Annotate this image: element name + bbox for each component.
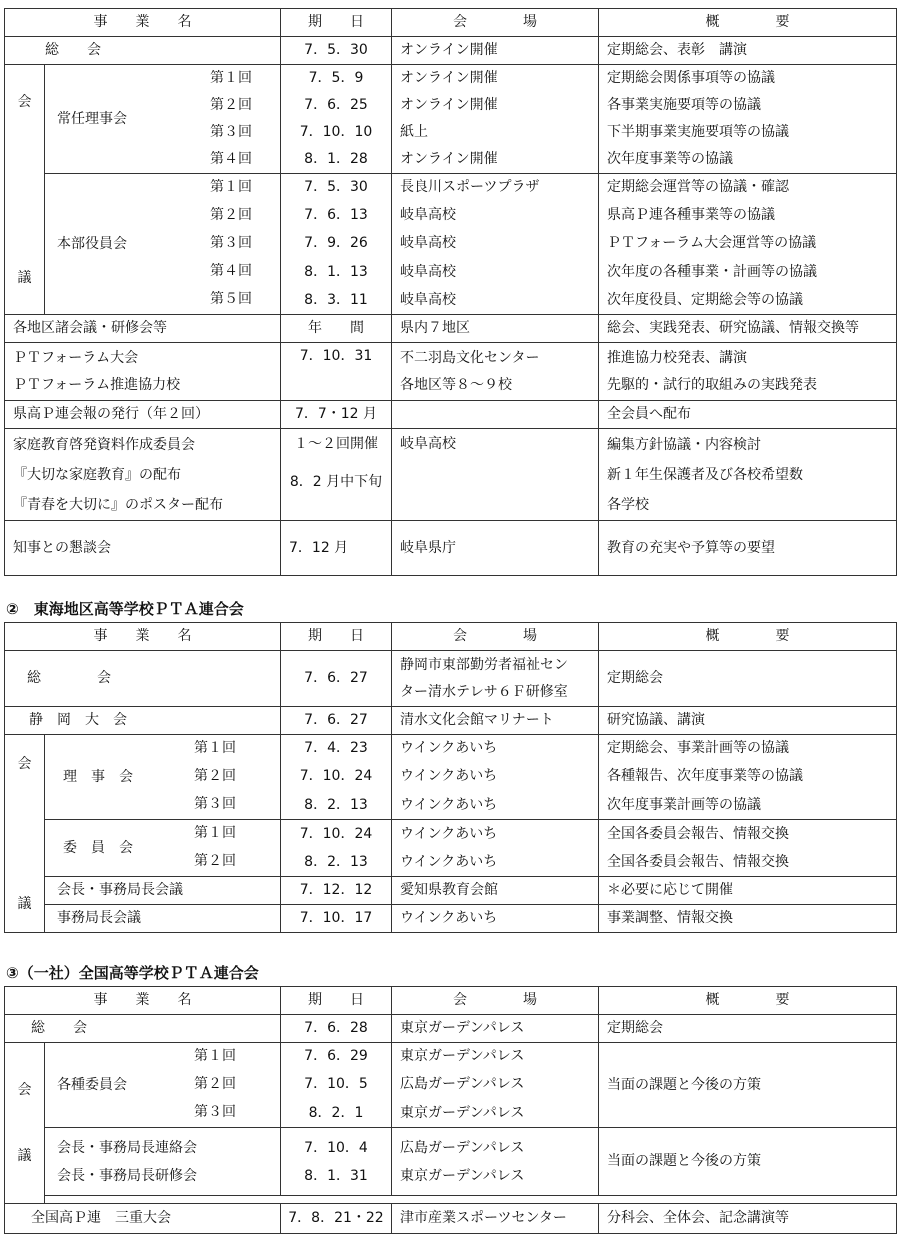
venue-line1: 静岡市東部勤労者福祉セン <box>400 656 568 673</box>
table-row <box>5 315 897 343</box>
round-no: 第１回 <box>194 825 236 841</box>
table-row <box>5 521 897 576</box>
cell-venue <box>392 401 599 429</box>
table-row <box>5 905 897 933</box>
cell-summary: 定期総会 <box>599 1015 897 1043</box>
katei-date1: １～２回開催 <box>294 436 378 452</box>
cell-venue: 岐阜高校 <box>392 286 599 314</box>
cell-name: 事務局長会議 <box>45 905 281 933</box>
cell-venue: 広島ガーデンパレス <box>392 1071 599 1099</box>
group-name: 理 事 会 <box>63 768 133 785</box>
header-summary: 概 要 <box>599 987 897 1015</box>
header-date: 期 日 <box>281 623 392 651</box>
table-row <box>5 651 897 707</box>
cell-summary: 全国各委員会報告、情報交換 <box>599 820 897 849</box>
cell-date: 7．7・12 月 <box>281 401 392 429</box>
cell-venue: ウインクあいち <box>392 735 599 763</box>
kaigi-label: 会 議 <box>5 1043 45 1204</box>
cell-venue: オンライン開催 <box>392 146 599 174</box>
katei-poster-name: 『青春を大切に』のポスター配布 <box>13 496 223 513</box>
header-summary: 概 要 <box>599 623 897 651</box>
cell-name: 県高Ｐ連会報の発行（年２回） <box>5 401 281 429</box>
table-row <box>5 877 897 905</box>
table-tokai <box>4 622 897 933</box>
forum-name: ＰＴフォーラム大会 <box>13 349 139 366</box>
round-no: 第４回 <box>210 151 252 167</box>
group-name: 常任理事会 <box>57 110 127 127</box>
cell-date: 8．2．1 <box>281 1099 392 1127</box>
cell-date: 7．5．30 <box>281 174 392 202</box>
round-no: 第３回 <box>194 1104 236 1120</box>
cell-venue <box>392 343 599 401</box>
cell-date: 8．2．13 <box>281 791 392 819</box>
cell-venue: 県内７地区 <box>392 315 599 343</box>
forum-school-summary: 先駆的・試行的取組みの実践発表 <box>607 376 817 393</box>
cell-name: 知事との懇談会 <box>5 521 281 576</box>
kenshu-date: 8．1．31 <box>304 1167 368 1184</box>
group-iin <box>45 820 281 877</box>
kenshu-name: 会長・事務局長研修会 <box>57 1167 197 1184</box>
cell-name: 静 岡 大 会 <box>5 707 281 735</box>
katei-date2: 8．2 月中下旬 <box>289 474 383 490</box>
group-riji <box>45 735 281 820</box>
cell-venue: 岐阜高校 <box>392 202 599 230</box>
cell-date: 7．8．21・22 <box>281 1204 392 1234</box>
cell-date: 7．12．12 <box>281 877 392 905</box>
cell-date: 8．3．11 <box>281 286 392 314</box>
forum-venue: 不二羽島文化センター <box>400 349 540 366</box>
cell-summary: 各種報告、次年度事業等の協議 <box>599 763 897 791</box>
table-row <box>5 1015 897 1043</box>
cell-date: 7．10．17 <box>281 905 392 933</box>
cell-venue: 愛知県教育会館 <box>392 877 599 905</box>
cell-summary: ＊必要に応じて開催 <box>599 877 897 905</box>
round-no: 第３回 <box>210 235 252 251</box>
table-row <box>5 1128 897 1196</box>
round-no: 第１回 <box>194 740 236 756</box>
round-no: 第４回 <box>210 263 252 279</box>
cell-summary: 次年度事業計画等の協議 <box>599 791 897 819</box>
cell-venue: ウインクあいち <box>392 848 599 877</box>
cell-summary: 定期総会、事業計画等の協議 <box>599 735 897 763</box>
cell-name <box>5 429 281 521</box>
forum-school-name: ＰＴフォーラム推進協力校 <box>13 376 181 393</box>
cell-summary: ＰＴフォーラム大会運営等の協議 <box>599 230 897 258</box>
venue-line2: ター清水テレサ６Ｆ研修室 <box>400 683 568 700</box>
cell-date: 7．10．31 <box>281 343 392 401</box>
cell-name: 総 会 <box>5 37 281 65</box>
cell-venue: 津市産業スポーツセンター <box>392 1204 599 1234</box>
cell-summary: 全国各委員会報告、情報交換 <box>599 848 897 877</box>
table-row <box>5 37 897 65</box>
section-title: ③（一社）全国高等学校ＰＴＡ連合会 <box>6 964 259 982</box>
kenshu-venue: 東京ガーデンパレス <box>400 1167 525 1184</box>
group-name: 委 員 会 <box>63 839 133 856</box>
table-row <box>5 429 897 521</box>
cell-summary: 教育の充実や予算等の要望 <box>599 521 897 576</box>
round-no: 第３回 <box>194 796 236 812</box>
cell-date: 7．6．13 <box>281 202 392 230</box>
katei-summary2: 新１年生保護者及び各校希望数 <box>607 466 803 483</box>
group-name: 各種委員会 <box>57 1076 127 1093</box>
cell-date: 7．6．28 <box>281 1015 392 1043</box>
cell-name <box>5 343 281 401</box>
cell-venue: ウインクあいち <box>392 763 599 791</box>
header-summary: 概 要 <box>599 9 897 37</box>
cell-venue: ウインクあいち <box>392 905 599 933</box>
forum-summary: 推進協力校発表、講演 <box>607 349 747 366</box>
table-row <box>5 1043 897 1071</box>
table-row <box>5 735 897 763</box>
cell-date: 7．10．24 <box>281 820 392 849</box>
cell-summary: 分科会、全体会、記念講演等 <box>599 1204 897 1234</box>
cell-date: 8．2．13 <box>281 848 392 877</box>
cell-venue: 岐阜県庁 <box>392 521 599 576</box>
round-no: 第５回 <box>210 291 252 307</box>
cell-venue <box>392 651 599 707</box>
header-venue: 会 場 <box>392 9 599 37</box>
round-no: 第１回 <box>210 179 252 195</box>
round-no: 第１回 <box>194 1048 236 1064</box>
cell-summary: 次年度役員、定期総会等の協議 <box>599 286 897 314</box>
renraku-name: 会長・事務局長連絡会 <box>57 1139 197 1156</box>
cell-date: 7．12 月 <box>281 521 392 576</box>
cell-date: 7．6．27 <box>281 707 392 735</box>
kaigi-label: 会 議 <box>5 735 45 933</box>
cell-name: 総 会 <box>5 1015 281 1043</box>
cell-summary: 総会、実践発表、研究協議、情報交換等 <box>599 315 897 343</box>
cell-name: 総 会 <box>5 651 281 707</box>
group-honbu <box>45 174 281 315</box>
cell-venue: ウインクあいち <box>392 820 599 849</box>
cell-venue: 東京ガーデンパレス <box>392 1015 599 1043</box>
table-row <box>5 65 897 93</box>
header-name: 事 業 名 <box>5 9 281 37</box>
group-kakushu <box>45 1043 281 1128</box>
cell-venue: オンライン開催 <box>392 37 599 65</box>
cell-summary: 事業調整、情報交換 <box>599 905 897 933</box>
cell-date: 7．10．10 <box>281 119 392 146</box>
cell-venue: 岐阜高校 <box>392 258 599 286</box>
cell-venue: 長良川スポーツプラザ <box>392 174 599 202</box>
cell-summary <box>599 343 897 401</box>
cell-date: 8．1．13 <box>281 258 392 286</box>
renraku-date: 7．10．4 <box>304 1139 368 1156</box>
katei-committee-name: 家庭教育啓発資料作成委員会 <box>13 436 195 453</box>
table-row <box>5 174 897 202</box>
header-venue: 会 場 <box>392 987 599 1015</box>
header-date: 期 日 <box>281 9 392 37</box>
cell-summary: 定期総会関係事項等の協議 <box>599 65 897 93</box>
cell-summary: 次年度事業等の協議 <box>599 146 897 174</box>
cell-date <box>281 429 392 521</box>
cell-summary: 当面の課題と今後の方策 <box>599 1128 897 1196</box>
table-zenkoku <box>4 986 897 1234</box>
kaigi-label: 会 議 <box>5 65 45 315</box>
katei-booklet-name: 『大切な家庭教育』の配布 <box>13 466 181 483</box>
cell-date: 7．10．5 <box>281 1071 392 1099</box>
cell-venue: オンライン開催 <box>392 92 599 119</box>
cell-summary: 当面の課題と今後の方策 <box>599 1043 897 1128</box>
header-date: 期 日 <box>281 987 392 1015</box>
renraku-venue: 広島ガーデンパレス <box>400 1139 525 1156</box>
cell-summary: 各事業実施要項等の協議 <box>599 92 897 119</box>
table-gifu <box>4 8 897 576</box>
cell-summary: 定期総会、表彰 講演 <box>599 37 897 65</box>
round-no: 第２回 <box>210 97 252 113</box>
round-no: 第２回 <box>194 1076 236 1092</box>
cell-summary: 下半期事業実施要項等の協議 <box>599 119 897 146</box>
table-row <box>5 401 897 429</box>
cell-summary <box>599 429 897 521</box>
table-row <box>5 820 897 849</box>
round-no: 第３回 <box>210 124 252 140</box>
cell-venue: 岐阜高校 <box>392 429 599 521</box>
round-no: 第２回 <box>194 768 236 784</box>
cell-summary: 研究協議、講演 <box>599 707 897 735</box>
cell-summary: 定期総会運営等の協議・確認 <box>599 174 897 202</box>
group-name: 本部役員会 <box>57 235 127 252</box>
header-venue: 会 場 <box>392 623 599 651</box>
cell-venue: 東京ガーデンパレス <box>392 1099 599 1127</box>
cell-name: 全国高Ｐ連 三重大会 <box>5 1204 281 1234</box>
cell-date <box>281 1128 392 1196</box>
cell-venue: 紙上 <box>392 119 599 146</box>
cell-name: 会長・事務局長会議 <box>45 877 281 905</box>
table-row <box>5 1204 897 1234</box>
cell-date: 年 間 <box>281 315 392 343</box>
cell-name <box>45 1128 281 1196</box>
cell-venue: ウインクあいち <box>392 791 599 819</box>
section-title: ② 東海地区高等学校ＰＴＡ連合会 <box>6 600 244 618</box>
round-no: 第２回 <box>210 207 252 223</box>
header-name: 事 業 名 <box>5 987 281 1015</box>
cell-date: 7．6．27 <box>281 651 392 707</box>
cell-date: 7．4．23 <box>281 735 392 763</box>
cell-summary: 県高Ｐ連各種事業等の協議 <box>599 202 897 230</box>
cell-summary: 次年度の各種事業・計画等の協議 <box>599 258 897 286</box>
cell-summary: 全会員へ配布 <box>599 401 897 429</box>
cell-date: 7．5．30 <box>281 37 392 65</box>
header-name: 事 業 名 <box>5 623 281 651</box>
cell-venue: オンライン開催 <box>392 65 599 93</box>
cell-date: 7．9．26 <box>281 230 392 258</box>
katei-summary1: 編集方針協議・内容検討 <box>607 436 761 453</box>
round-no: 第２回 <box>194 853 236 869</box>
cell-date: 7．5．9 <box>281 65 392 93</box>
cell-venue: 清水文化会館マリナート <box>392 707 599 735</box>
table-row <box>5 707 897 735</box>
cell-summary: 定期総会 <box>599 651 897 707</box>
cell-venue: 岐阜高校 <box>392 230 599 258</box>
cell-date: 8．1．28 <box>281 146 392 174</box>
round-no: 第１回 <box>210 70 252 86</box>
katei-summary3: 各学校 <box>607 496 649 513</box>
cell-date: 7．6．29 <box>281 1043 392 1071</box>
cell-date: 7．10．24 <box>281 763 392 791</box>
cell-venue: 東京ガーデンパレス <box>392 1043 599 1071</box>
table-row <box>5 343 897 401</box>
cell-date: 7．6．25 <box>281 92 392 119</box>
forum-school-venue: 各地区等８～９校 <box>400 376 512 393</box>
cell-name: 各地区諸会議・研修会等 <box>5 315 281 343</box>
cell-venue <box>392 1128 599 1196</box>
group-jonin <box>45 65 281 174</box>
